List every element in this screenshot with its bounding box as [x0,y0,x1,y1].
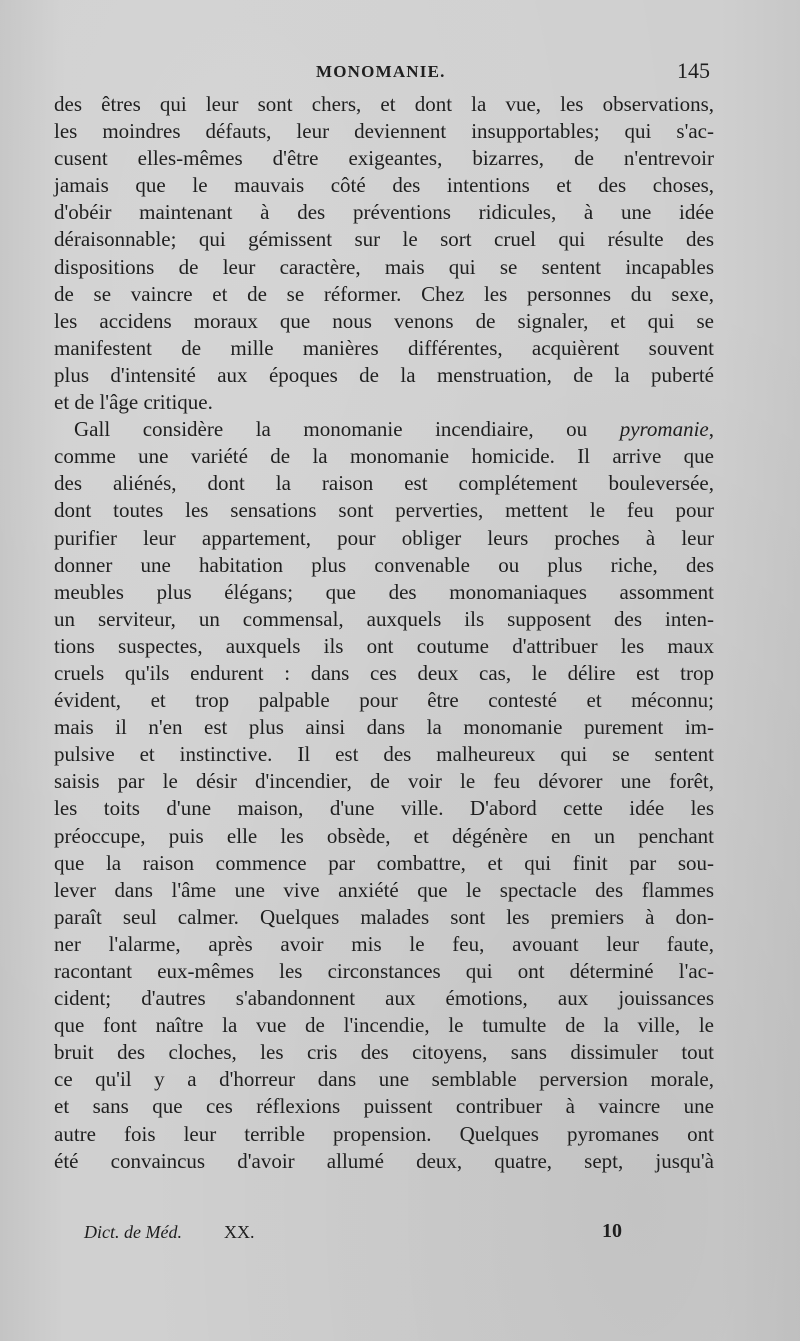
text-line: mais il n'en est plus ainsi dans la monomanie purement im- [54,715,714,740]
text-line: des êtres qui leur sont chers, et dont la vue, les observations, [54,92,714,116]
text-line: cident; d'autres s'abandonnent aux émotions, aux jouissances [54,986,714,1011]
text-line: dispositions de leur caractère, mais qui se sentent incapables [54,254,714,279]
text-line: ce qu'il y a d'horreur dans une semblable perversion morale, [54,1067,714,1092]
body-text [54,91,714,1175]
text-line: d'obéir maintenant à des préventions ridicules, à une idée [54,200,714,225]
text-line: des aliénés, dont la raison est complétement bouleversée, [54,471,714,496]
text-line: paraît seul calmer. Quelques malades sont les premiers à don- [54,904,714,929]
signature-mark: 10 [602,1220,622,1242]
running-head: MONOMANIE. [316,62,446,81]
text-line: et de l'âge critique. [54,390,213,415]
text-line: lever dans l'âme une vive anxiété que le spectacle des flammes [54,877,714,902]
source-title: Dict. de Méd. [84,1222,182,1242]
text-line: meubles plus élégans; que des monomaniaques assomment [54,579,714,604]
text-line: Gall considère la monomanie incendiaire, ou pyromanie, [74,417,714,442]
text-line: jamais que le mauvais côté des intentions et des choses, [54,173,714,198]
text-line: pulsive et instinctive. Il est des malheureux qui se sentent [54,742,714,767]
text-line: été convaincus d'avoir allumé deux, quatre, sept, jusqu'à [54,1148,714,1173]
text-line: purifier leur appartement, pour obliger leurs proches à leur [54,525,714,550]
text-line: évident, et trop palpable pour être contesté et méconnu; [54,688,714,713]
text-line: bruit des cloches, les cris des citoyens, sans dissimuler tout [54,1040,714,1065]
text-line: et sans que ces réflexions puissent contribuer à vaincre une [54,1094,714,1119]
text-line: un serviteur, un commensal, auxquels ils supposent des inten- [54,606,714,631]
text-line: manifestent de mille manières différentes, acquièrent souvent [54,335,714,360]
emphasized-term: pyromanie [619,417,709,442]
text-line: comme une variété de la monomanie homicide. Il arrive que [54,444,714,469]
text-line: que la raison commence par combattre, et qui finit par sou- [54,850,714,875]
text-line: cusent elles-mêmes d'être exigeantes, bizarres, de n'entrevoir [54,146,714,171]
text-line: de se vaincre et de se réformer. Chez les personnes du sexe, [54,281,714,306]
text-line: donner une habitation plus convenable ou plus riche, des [54,552,714,577]
text-line: déraisonnable; qui gémissent sur le sort cruel qui résulte des [54,227,714,252]
text-line: saisis par le désir d'incendier, de voir le feu dévorer une forêt, [54,769,714,794]
text-line: les moindres défauts, leur deviennent insupportables; qui s'ac- [54,119,714,144]
text-line: racontant eux-mêmes les circonstances qui ont déterminé l'ac- [54,959,714,983]
volume-number: XX. [224,1222,255,1242]
text-line: préoccupe, puis elle les obsède, et dégénère en un penchant [54,823,714,848]
text-line: ner l'alarme, après avoir mis le feu, avouant leur faute, [54,931,714,956]
text-line: dont toutes les sensations sont perverties, mettent le feu pour [54,498,714,523]
text-line: autre fois leur terrible propension. Quelques pyromanes ont [54,1121,714,1146]
text-line: les accidens moraux que nous venons de signaler, et qui se [54,308,714,333]
text-line: que font naître la vue de l'incendie, le tumulte de la ville, le [54,1013,714,1038]
text-line: cruels qu'ils endurent : dans ces deux cas, le délire est trop [54,660,714,685]
page-number: 145 [677,58,710,83]
text-line: les toits d'une maison, d'une ville. D'abord cette idée les [54,796,714,821]
page-footer [54,1220,714,1250]
text-line: tions suspectes, auxquels ils ont coutume d'attribuer les maux [54,633,714,658]
text-line: plus d'intensité aux époques de la menstruation, de la puberté [54,362,714,387]
page-header [54,58,710,88]
